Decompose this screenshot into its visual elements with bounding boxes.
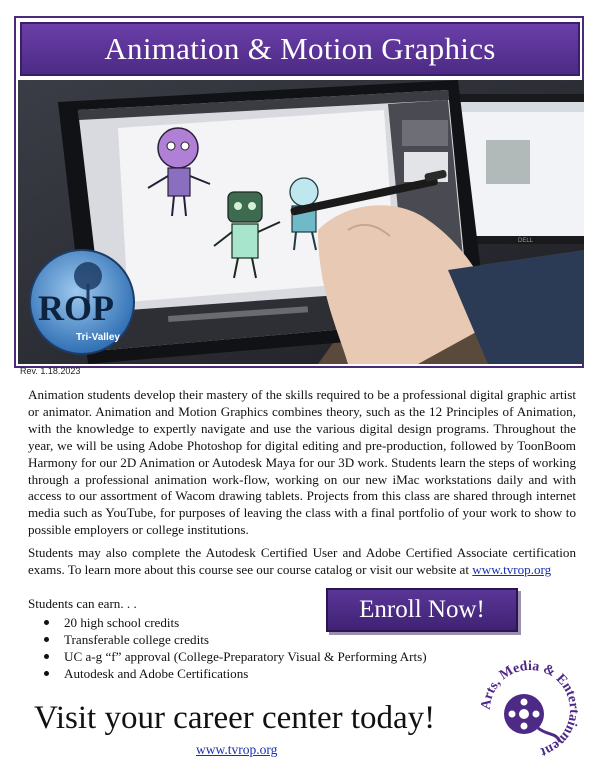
career-center-headline: Visit your career center today! — [34, 700, 436, 736]
earn-intro: Students can earn. . . — [28, 596, 137, 611]
hero-photo — [18, 80, 584, 364]
course-description: Animation students develop their mastery of the skills required to be a professional digital graphic artist or animator. Animation and Motion Graphics combines theory, such as the 12 Principles of Animation, with the knowledge to expertly navigate and use the various digital design programs. Throughout the year, we will be using Adobe Photoshop for digital editing and pre-production, followed by ToonBoom Harmony for our 2D Animation or Autodesk Maya for our 3D work. Students learn the steps of working through a professional animation work-flow, working on our new iMac workstations daily and with access to our assortment of Wacom drawing tablets. Projects from this class are shared through internet media such as YouTube, for purposes of leaving the class with a final portfolio of your work to show to possible employers or college institutions. — [28, 387, 576, 538]
list-item: 20 high school credits — [40, 614, 427, 631]
list-item: UC a-g “f” approval (College-Preparatory Visual & Performing Arts) — [40, 648, 427, 665]
certification-text: Students may also complete the Autodesk Certified User and Adobe Certified Associate certification exams. To learn more about this course see our course catalog or visit our website at — [28, 545, 576, 577]
certification-paragraph — [28, 545, 576, 579]
badge-text: Arts, Media & Entertainment — [478, 658, 582, 760]
revision-date: Rev. 1.18.2023 — [20, 366, 81, 376]
logo-subtext: Tri-Valley — [76, 332, 120, 343]
footer-website-link[interactable]: www.tvrop.org — [196, 742, 278, 757]
title-banner — [20, 22, 580, 76]
logo-text: ROP — [38, 288, 114, 328]
monitor-brand: DELL — [518, 238, 534, 244]
list-item: Transferable college credits — [40, 631, 427, 648]
page-title: Animation & Motion Graphics — [104, 31, 496, 66]
arts-media-entertainment-badge — [472, 652, 588, 768]
website-link[interactable]: www.tvrop.org — [472, 561, 552, 577]
list-item: Autodesk and Adobe Certifications — [40, 665, 427, 682]
animation-workstation-illustration — [18, 80, 584, 364]
enroll-now-button[interactable]: Enroll Now! — [326, 588, 518, 632]
